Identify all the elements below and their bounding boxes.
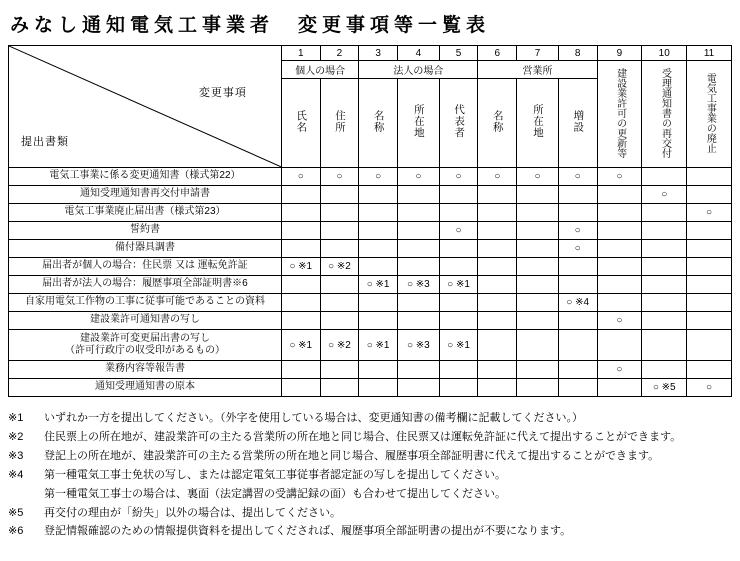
cell-mark [359,361,398,379]
cell-mark [597,186,642,204]
cell-mark [397,294,439,312]
cell-mark [517,379,559,397]
corner-bottom-label: 提出書類 [21,136,69,148]
footnote-key: ※4 [8,468,24,481]
cell-mark [642,222,687,240]
column-number: 11 [687,46,732,61]
cell-mark: ○ [439,168,478,186]
cell-mark [687,361,732,379]
cell-mark [517,258,559,276]
cell-mark [281,276,320,294]
column-header-office-address: 所在地 [517,79,559,168]
cell-mark [478,204,517,222]
cell-mark: ○ [558,222,597,240]
cell-mark [281,294,320,312]
cell-mark [397,204,439,222]
cell-mark [320,361,359,379]
footnote-item [8,522,732,541]
footnote-item [8,485,732,504]
column-header-corporate-address: 所在地 [397,79,439,168]
cell-mark [320,312,359,330]
group-header-office: 営業所 [478,61,597,79]
cell-mark [597,379,642,397]
cell-mark [597,330,642,361]
group-header-corporate: 法人の場合 [359,61,478,79]
cell-mark: ○ ※3 [397,276,439,294]
column-number: 10 [642,46,687,61]
cell-mark [359,312,398,330]
cell-mark [597,204,642,222]
footnote-text: 登記情報確認のための情報提供資料を提出してくだされば、履歴事項全部証明書の提出が不要になります。 [44,525,572,538]
footnote-text: 登記上の所在地が、建設業許可の主たる営業所の所在地と同じ場合、履歴事項全部証明書に代えて提出することができます。 [44,449,660,462]
footnote-key: ※1 [8,412,24,424]
table-row [9,186,732,204]
footnote-key: ※5 [8,506,24,519]
cell-mark [478,361,517,379]
cell-mark [397,258,439,276]
cell-mark: ○ [320,168,359,186]
column-number-row [9,46,732,61]
row-document-label-line2: （許可行政庁の収受印があるもの） [64,345,225,356]
cell-mark [320,186,359,204]
cell-mark [478,258,517,276]
cell-mark [558,204,597,222]
table-row [9,312,732,330]
column-number: 3 [359,46,398,61]
column-number: 5 [439,46,478,61]
cell-mark [597,222,642,240]
cell-mark [281,186,320,204]
cell-mark [687,240,732,258]
row-document-label: 業務内容等報告書 [9,361,282,379]
cell-mark [687,312,732,330]
cell-mark: ○ ※5 [642,379,687,397]
footnote-item [8,504,732,523]
cell-mark [397,240,439,258]
cell-mark: ○ ※3 [397,330,439,361]
row-document-label: 建設業許可通知書の写し [9,312,282,330]
column-number: 2 [320,46,359,61]
cell-mark [281,222,320,240]
cell-mark: ○ [687,204,732,222]
cell-mark [478,294,517,312]
table-row [9,240,732,258]
footnote-key: ※2 [8,430,24,443]
row-document-label: 電気工事業に係る変更通知書（様式第22） [9,168,282,186]
footnote-text: いずれか一方を提出してください。（外字を使用している場合は、変更通知書の備考欄に記載してください。） [44,412,583,424]
footnote-key: ※6 [8,525,24,538]
cell-mark [359,379,398,397]
cell-mark [281,361,320,379]
variation-matrix-table [8,45,732,397]
column-header-abolition: 電気工事業の廃止 [687,61,732,168]
cell-mark [642,276,687,294]
cell-mark [517,361,559,379]
cell-mark [642,312,687,330]
cell-mark [281,312,320,330]
cell-mark [439,240,478,258]
cell-mark [558,330,597,361]
cell-mark: ○ [687,379,732,397]
cell-mark [281,240,320,258]
column-number: 1 [281,46,320,61]
footnote-text: 第一種電気工事士免状の写し、または認定電気工事従事者認定証の写しを提出してください。 [44,468,506,481]
cell-mark [597,294,642,312]
cell-mark: ○ [478,168,517,186]
cell-mark [597,276,642,294]
table-row [9,330,732,361]
cell-mark [687,168,732,186]
cell-mark [642,330,687,361]
row-document-label: 通知受理通知書の原本 [9,379,282,397]
column-header-office-name: 名称 [478,79,517,168]
cell-mark [558,186,597,204]
column-header-corporate-name: 名称 [359,79,398,168]
cell-mark: ○ ※1 [439,330,478,361]
cell-mark [597,258,642,276]
cell-mark: ○ ※2 [320,330,359,361]
table-row [9,276,732,294]
cell-mark [439,186,478,204]
cell-mark: ○ [597,312,642,330]
footnote-item [8,447,732,466]
cell-mark [478,186,517,204]
cell-mark [359,222,398,240]
cell-mark: ○ [397,168,439,186]
cell-mark: ○ [597,361,642,379]
cell-mark [687,186,732,204]
cell-mark: ○ ※1 [281,258,320,276]
cell-mark: ○ ※1 [439,276,478,294]
corner-top-label: 変更事項 [198,87,247,99]
cell-mark [281,379,320,397]
cell-mark [558,361,597,379]
cell-mark [359,258,398,276]
page-title: みなし通知電気工事業者 変更事項等一覧表 [10,15,491,36]
cell-mark [397,222,439,240]
cell-mark [597,240,642,258]
cell-mark [320,294,359,312]
cell-mark: ○ ※1 [359,276,398,294]
table-row [9,204,732,222]
cell-mark: ○ [439,222,478,240]
column-header-reissue-notice: 受理通知書の再交付 [642,61,687,168]
cell-mark [320,276,359,294]
table-corner-cell [9,46,282,168]
cell-mark [439,258,478,276]
cell-mark [687,276,732,294]
footnote-text: 住民票上の所在地が、建設業許可の主たる営業所の所在地と同じ場合、住民票又は運転免許証に代えて提出することができます。 [44,430,682,443]
cell-mark [359,186,398,204]
cell-mark [642,204,687,222]
cell-mark: ○ ※1 [359,330,398,361]
cell-mark [397,186,439,204]
cell-mark [320,222,359,240]
cell-mark [359,294,398,312]
cell-mark [478,276,517,294]
column-number: 6 [478,46,517,61]
footnote-item [8,428,732,447]
column-header-representative: 代表者 [439,79,478,168]
row-document-label: 届出者が法人の場合：履歴事項全部証明書※6 [9,276,282,294]
cell-mark: ○ [281,168,320,186]
cell-mark [642,168,687,186]
footnotes [8,409,732,541]
cell-mark: ○ ※1 [281,330,320,361]
cell-mark [642,258,687,276]
cell-mark [439,294,478,312]
column-number: 9 [597,46,642,61]
cell-mark [642,240,687,258]
cell-mark [558,312,597,330]
row-document-label: 誓約書 [9,222,282,240]
cell-mark [517,204,559,222]
cell-mark [397,379,439,397]
cell-mark [517,330,559,361]
cell-mark [439,361,478,379]
cell-mark [687,330,732,361]
column-number: 8 [558,46,597,61]
cell-mark [439,312,478,330]
cell-mark: ○ ※2 [320,258,359,276]
cell-mark: ○ [642,186,687,204]
row-document-label: 届出者が個人の場合：住民票 又は 運転免許証 [9,258,282,276]
cell-mark [478,379,517,397]
table-row [9,294,732,312]
column-header-construction-license: 建設業許可の更新等 [597,61,642,168]
cell-mark [558,258,597,276]
cell-mark [439,204,478,222]
cell-mark [517,276,559,294]
column-header-individual-address: 住所 [320,79,359,168]
table-row [9,222,732,240]
cell-mark [478,312,517,330]
column-header-office-addition: 増設 [558,79,597,168]
cell-mark [687,294,732,312]
cell-mark: ○ [558,240,597,258]
cell-mark [687,258,732,276]
cell-mark [642,294,687,312]
group-header-individual: 個人の場合 [281,61,358,79]
footnote-item [8,466,732,485]
cell-mark [478,330,517,361]
cell-mark [320,240,359,258]
cell-mark [478,222,517,240]
column-number: 7 [517,46,559,61]
cell-mark [281,204,320,222]
column-header-individual-name: 氏名 [281,79,320,168]
cell-mark [320,204,359,222]
footnote-text: 第一種電気工事士の場合は、裏面（法定講習の受講記録の面）も合わせて提出してください。 [44,487,506,500]
cell-mark: ○ [517,168,559,186]
cell-mark [359,204,398,222]
cell-mark: ○ ※4 [558,294,597,312]
table-row [9,258,732,276]
column-number: 4 [397,46,439,61]
row-document-label-line1: 建設業許可変更届出書の写し [79,332,210,344]
cell-mark [558,379,597,397]
row-document-label: 電気工事業廃止届出書（様式第23） [9,204,282,222]
cell-mark [320,379,359,397]
table-row [9,168,732,186]
cell-mark [687,222,732,240]
cell-mark [517,186,559,204]
cell-mark [478,240,517,258]
table-row [9,379,732,397]
cell-mark [397,312,439,330]
cell-mark: ○ [597,168,642,186]
cell-mark [517,222,559,240]
footnote-key: ※3 [8,449,24,462]
cell-mark: ○ [558,168,597,186]
cell-mark [439,379,478,397]
cell-mark [642,361,687,379]
row-document-label [9,330,282,361]
table-row [9,361,732,379]
cell-mark [397,361,439,379]
footnote-item [8,409,732,428]
cell-mark: ○ [359,168,398,186]
cell-mark [517,294,559,312]
cell-mark [517,312,559,330]
cell-mark [359,240,398,258]
row-document-label: 自家用電気工作物の工事に従事可能であることの資料 [9,294,282,312]
cell-mark [558,276,597,294]
row-document-label: 通知受理通知書再交付申請書 [9,186,282,204]
row-document-label: 備付器具調書 [9,240,282,258]
cell-mark [517,240,559,258]
footnote-text: 再交付の理由が「紛失」以外の場合は、提出してください。 [44,506,341,519]
